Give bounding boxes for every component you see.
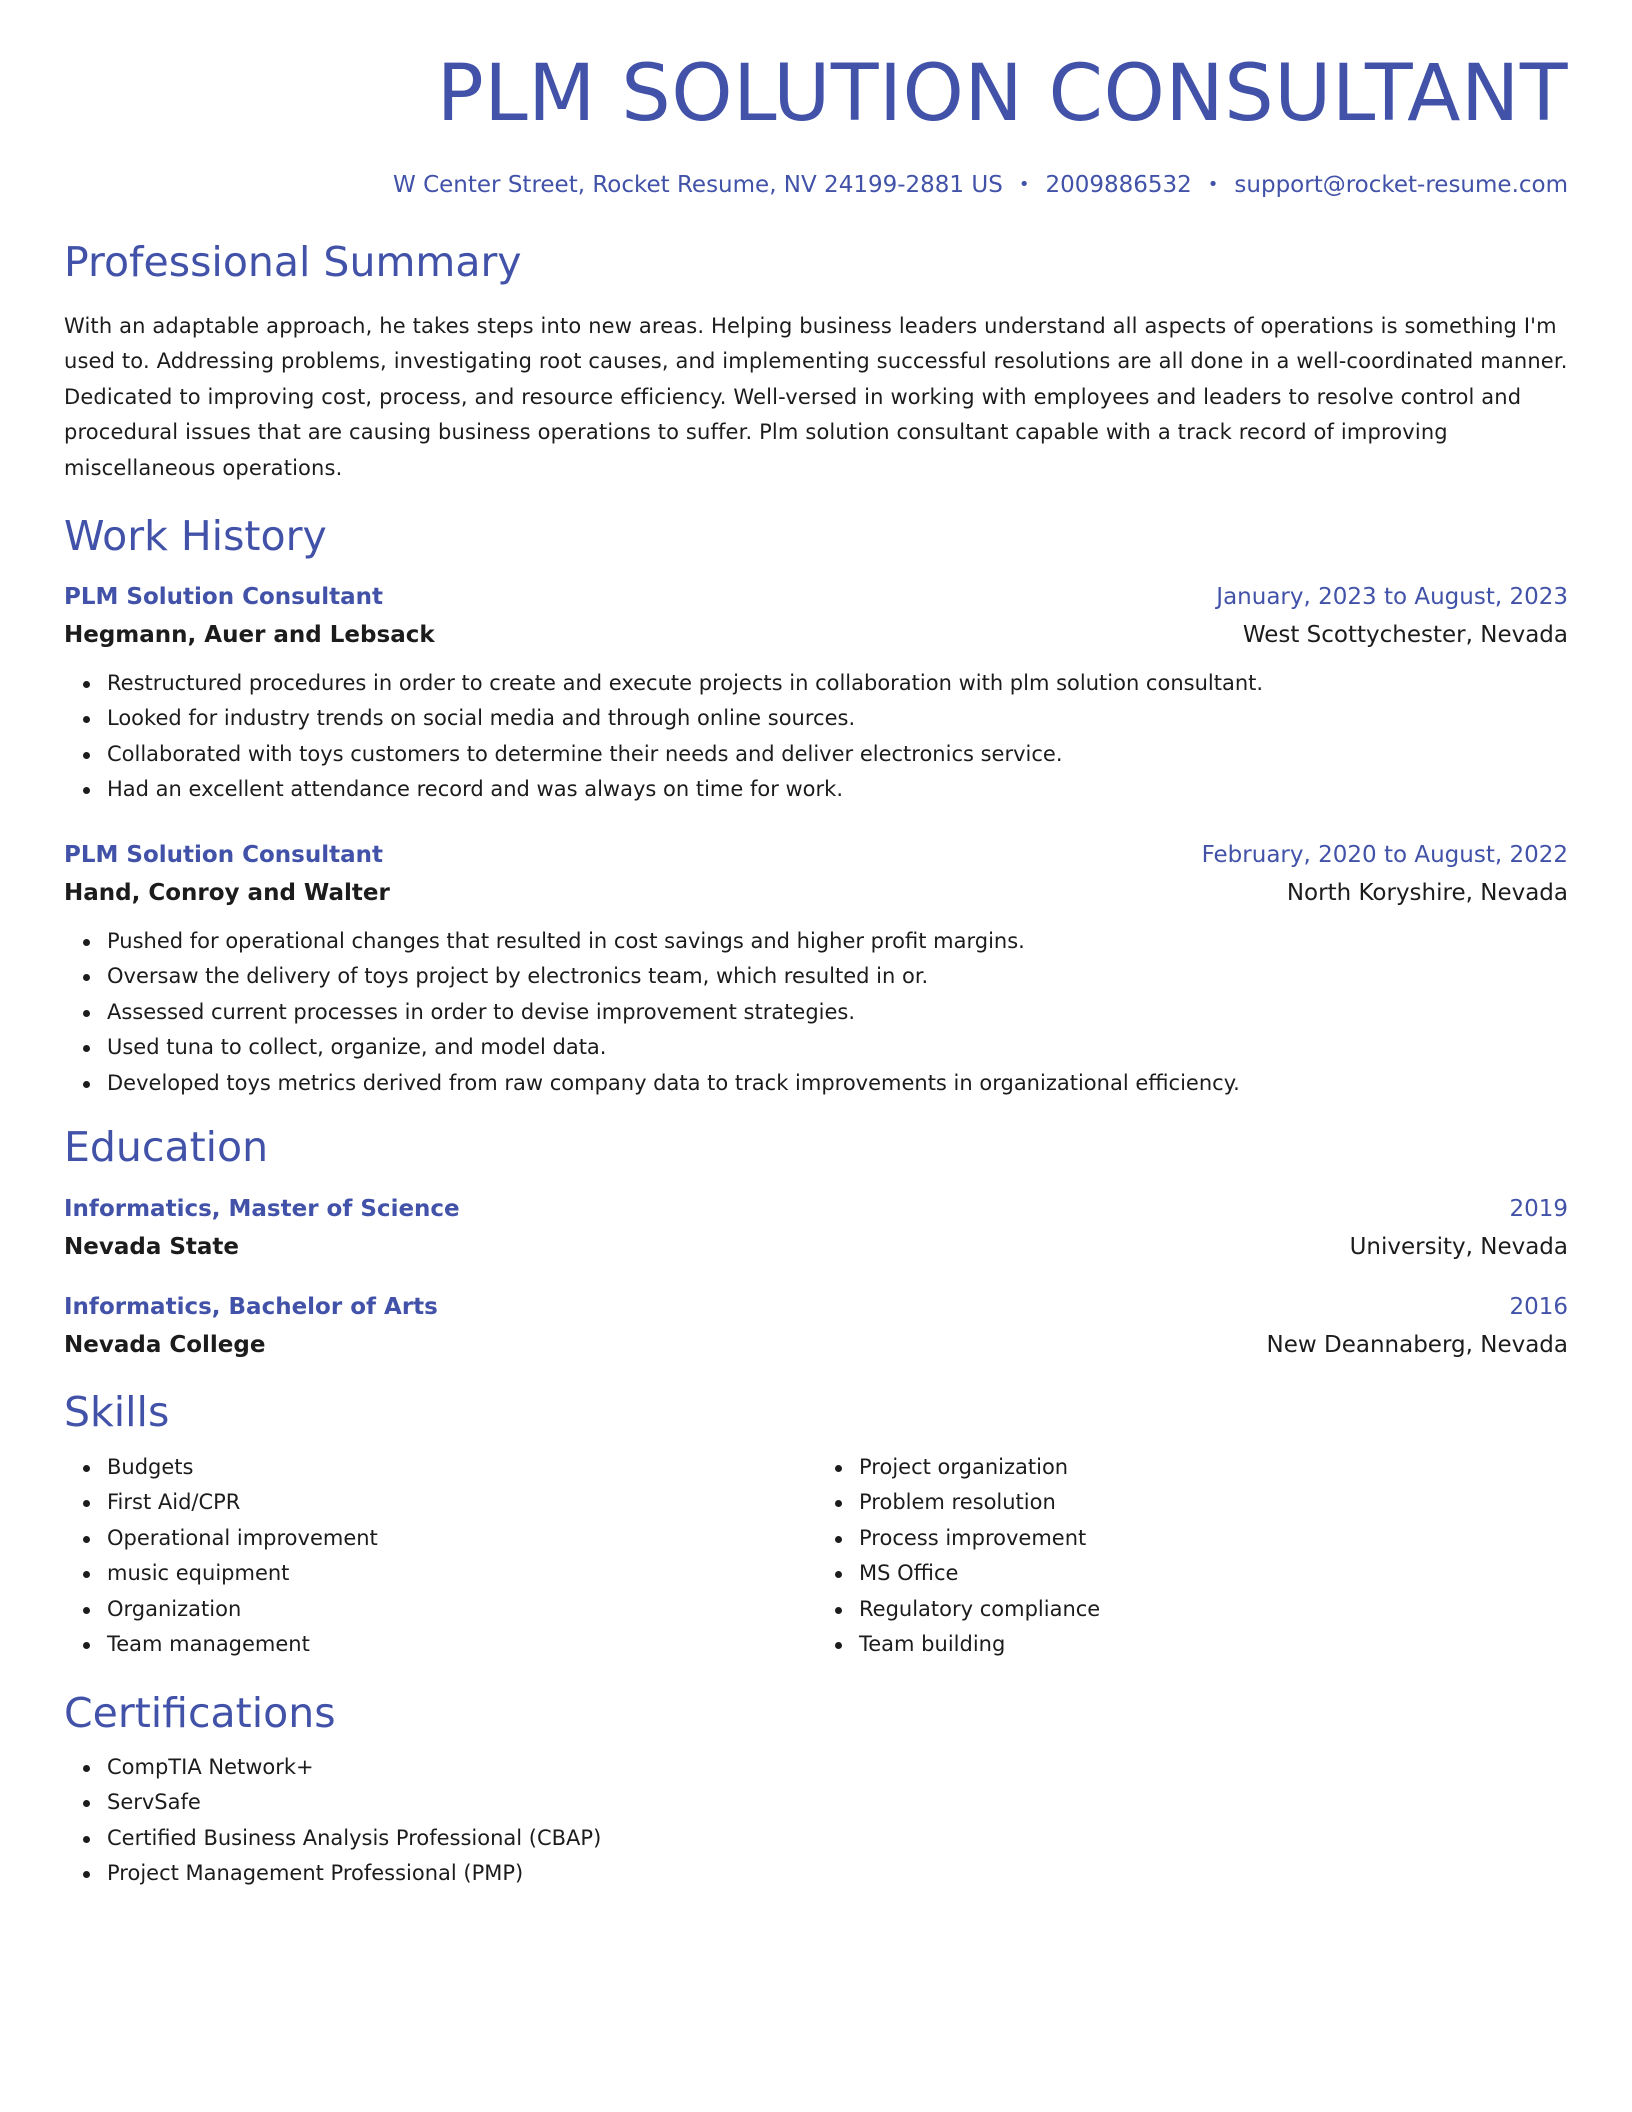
education-degree: Informatics, Bachelor of Arts — [64, 1294, 438, 1321]
education-year: 2019 — [1509, 1196, 1568, 1223]
skill-item: Team building — [859, 1627, 1568, 1663]
education-year: 2016 — [1509, 1294, 1568, 1321]
contact-separator: • — [1018, 173, 1030, 195]
education-entry — [64, 1196, 1568, 1260]
certifications-list — [64, 1750, 1568, 1892]
skill-item: MS Office — [859, 1556, 1568, 1592]
certification-item: CompTIA Network+ — [107, 1750, 1568, 1786]
job-company-row — [64, 622, 1568, 648]
job-bullet: Had an excellent attendance record and was always on time for work. — [107, 772, 1568, 808]
skill-item: Process improvement — [859, 1521, 1568, 1557]
job-entry — [64, 842, 1568, 1102]
contact-separator: • — [1207, 173, 1219, 195]
skills-column-right — [816, 1450, 1568, 1663]
job-title: PLM Solution Consultant — [64, 841, 383, 868]
job-bullet: Oversaw the delivery of toys project by electronics team, which resulted in or. — [107, 959, 1568, 995]
job-location: North Koryshire, Nevada — [1286, 879, 1568, 906]
education-entry — [64, 1294, 1568, 1358]
education-school: Nevada College — [64, 1332, 266, 1359]
skill-item: Project organization — [859, 1450, 1568, 1486]
job-header-row — [64, 584, 1568, 610]
skill-item: Team management — [107, 1627, 816, 1663]
job-bullet: Restructured procedures in order to create and execute projects in collaboration with plm solution consultant. — [107, 666, 1568, 702]
section-title-certifications: Certifications — [64, 1688, 336, 1737]
contact-line — [64, 172, 1568, 198]
job-bullets — [64, 666, 1568, 808]
certification-item: ServSafe — [107, 1785, 1568, 1821]
skill-item: Budgets — [107, 1450, 816, 1486]
job-dates: February, 2020 to August, 2022 — [1201, 841, 1568, 868]
education-header-row — [64, 1294, 1568, 1320]
job-entry — [64, 584, 1568, 808]
job-bullets — [64, 924, 1568, 1102]
section-title-summary: Professional Summary — [64, 237, 522, 286]
education-school-row — [64, 1332, 1568, 1358]
section-title-skills: Skills — [64, 1388, 170, 1437]
section-title-education: Education — [64, 1123, 269, 1172]
job-company: Hegmann, Auer and Lebsack — [64, 621, 435, 648]
skill-item: music equipment — [107, 1556, 816, 1592]
skills-grid — [64, 1450, 1568, 1663]
candidate-name: PLM SOLUTION CONSULTANT — [436, 49, 1568, 139]
education-school: Nevada State — [64, 1234, 240, 1261]
skill-item: Operational improvement — [107, 1521, 816, 1557]
job-bullet: Pushed for operational changes that resulted in cost savings and higher profit margins. — [107, 924, 1568, 960]
skill-item: Organization — [107, 1592, 816, 1628]
education-location: University, Nevada — [1349, 1234, 1568, 1261]
education-location: New Deannaberg, Nevada — [1266, 1332, 1568, 1359]
skill-item: Problem resolution — [859, 1485, 1568, 1521]
job-location: West Scottychester, Nevada — [1242, 621, 1568, 648]
job-header-row — [64, 842, 1568, 868]
section-title-work-history: Work History — [64, 512, 327, 561]
job-bullet: Collaborated with toys customers to determine their needs and deliver electronics service. — [107, 737, 1568, 773]
certification-item: Certified Business Analysis Professional (CBAP) — [107, 1821, 1568, 1857]
job-company-row — [64, 880, 1568, 906]
job-title: PLM Solution Consultant — [64, 583, 383, 610]
summary-text: With an adaptable approach, he takes steps into new areas. Helping business leaders understand all aspects of operations is something I'm used to. Addressing problems, investigating root causes, and implementing successful resolutions are all done in a well-coordinated manner. Dedicated to improving cost, process, and resource efficiency. Well-versed in working with employees and leaders to resolve control and procedural issues that are causing business operations to suffer. Plm solution consultant capable with a track record of improving miscellaneous operations. — [64, 313, 1568, 480]
education-header-row — [64, 1196, 1568, 1222]
job-company: Hand, Conroy and Walter — [64, 879, 390, 906]
contact-email: support@rocket-resume.com — [1234, 171, 1568, 198]
job-bullet: Looked for industry trends on social media and through online sources. — [107, 701, 1568, 737]
resume-header — [64, 49, 1568, 198]
skills-column-left — [64, 1450, 816, 1663]
contact-phone: 2009886532 — [1045, 171, 1192, 198]
certification-item: Project Management Professional (PMP) — [107, 1856, 1568, 1892]
education-school-row — [64, 1234, 1568, 1260]
job-bullet: Developed toys metrics derived from raw company data to track improvements in organizational efficiency. — [107, 1066, 1568, 1102]
contact-address: W Center Street, Rocket Resume, NV 24199-2881 US — [393, 171, 1003, 198]
job-dates: January, 2023 to August, 2023 — [1216, 583, 1568, 610]
job-bullet: Assessed current processes in order to devise improvement strategies. — [107, 995, 1568, 1031]
job-bullet: Used tuna to collect, organize, and model data. — [107, 1030, 1568, 1066]
skill-item: Regulatory compliance — [859, 1592, 1568, 1628]
skill-item: First Aid/CPR — [107, 1485, 816, 1521]
education-degree: Informatics, Master of Science — [64, 1196, 460, 1223]
